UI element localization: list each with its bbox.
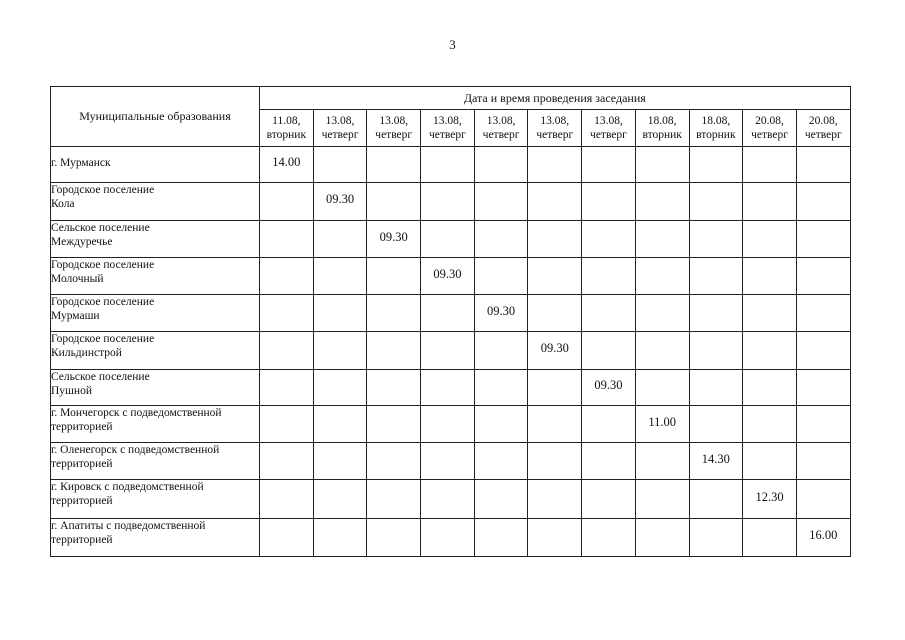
municipality-name (51, 370, 260, 406)
municipality-name-line1: г. Оленегорск с подведомственной (51, 444, 220, 456)
time-cell (260, 332, 314, 370)
time-cell (528, 519, 582, 557)
time-cell (582, 258, 636, 295)
municipality-name (51, 295, 260, 332)
time-cell (582, 406, 636, 443)
time-cell (367, 258, 421, 295)
time-cell (367, 221, 421, 258)
time-cell (260, 221, 314, 258)
time-cell (313, 480, 367, 519)
time-cell (474, 332, 528, 370)
time-cell (260, 370, 314, 406)
date-label: 20.08, (808, 115, 838, 127)
time-cell (528, 183, 582, 221)
weekday-label: четверг (321, 129, 359, 141)
date-header-cell (635, 110, 689, 147)
municipality-name-line1: Городское поселение (51, 296, 155, 308)
time-cell (260, 183, 314, 221)
time-cell (796, 370, 850, 406)
time-cell (689, 221, 743, 258)
municipality-name-line2: Кильдинстрой (51, 347, 122, 359)
time-cell (743, 406, 797, 443)
time-cell (421, 295, 475, 332)
municipality-name-line1: г. Мурманск (51, 157, 111, 169)
date-header-cell (582, 110, 636, 147)
table-row (51, 221, 851, 258)
time-cell (367, 370, 421, 406)
time-cell (796, 183, 850, 221)
time-cell (635, 147, 689, 183)
time-cell (528, 406, 582, 443)
time-cell (743, 480, 797, 519)
municipality-name-line1: г. Мончегорск с подведомственной (51, 407, 222, 419)
time-cell (367, 183, 421, 221)
time-cell (582, 443, 636, 480)
table-body (51, 147, 851, 557)
time-cell (528, 295, 582, 332)
table-row (51, 406, 851, 443)
time-cell (743, 221, 797, 258)
time-cell (689, 183, 743, 221)
time-cell (367, 406, 421, 443)
time-cell (474, 295, 528, 332)
meeting-time: 09.30 (487, 303, 516, 318)
date-label: 13.08, (486, 115, 516, 127)
date-header-cell (260, 110, 314, 147)
weekday-label: четверг (590, 129, 627, 141)
table-row (51, 183, 851, 221)
time-cell (421, 147, 475, 183)
time-cell (421, 519, 475, 557)
time-cell (528, 221, 582, 258)
table-row (51, 480, 851, 519)
table-row (51, 519, 851, 557)
time-cell (421, 332, 475, 370)
time-cell (528, 332, 582, 370)
municipality-name (51, 406, 260, 443)
time-cell (689, 370, 743, 406)
weekday-label: вторник (266, 129, 307, 141)
date-label: 18.08, (647, 115, 677, 127)
time-cell (796, 332, 850, 370)
date-header-cell (313, 110, 367, 147)
time-cell (689, 332, 743, 370)
time-cell (528, 480, 582, 519)
municipality-name-line2: Молочный (51, 273, 104, 285)
municipality-name (51, 147, 260, 183)
meeting-time: 09.30 (433, 266, 462, 281)
time-cell (743, 519, 797, 557)
time-cell (421, 480, 475, 519)
time-cell (367, 519, 421, 557)
municipality-name-line1: Городское поселение (51, 259, 155, 271)
weekday-label: четверг (804, 129, 842, 141)
time-cell (689, 480, 743, 519)
time-cell (689, 443, 743, 480)
time-cell (313, 370, 367, 406)
municipality-name (51, 443, 260, 480)
time-cell (474, 480, 528, 519)
time-cell (689, 147, 743, 183)
time-cell (313, 519, 367, 557)
time-cell (635, 295, 689, 332)
time-cell (367, 332, 421, 370)
time-cell (474, 406, 528, 443)
municipality-name (51, 332, 260, 370)
municipality-name-line2: Мурмаши (51, 310, 100, 322)
time-cell (796, 480, 850, 519)
date-label: 13.08, (379, 115, 409, 127)
date-label: 13.08, (325, 115, 355, 127)
time-cell (313, 183, 367, 221)
time-cell (635, 480, 689, 519)
time-cell (474, 519, 528, 557)
date-header-cell (743, 110, 797, 147)
time-cell (743, 295, 797, 332)
time-cell (421, 258, 475, 295)
date-label: 20.08, (755, 115, 784, 127)
time-cell (635, 370, 689, 406)
date-label: 13.08, (540, 115, 570, 127)
time-cell (635, 221, 689, 258)
table-row (51, 295, 851, 332)
time-cell (689, 295, 743, 332)
time-cell (743, 332, 797, 370)
meeting-time: 09.30 (540, 341, 569, 355)
date-header-cell (421, 110, 475, 147)
weekday-label: вторник (696, 129, 736, 141)
date-label: 13.08, (594, 115, 623, 127)
municipality-name (51, 258, 260, 295)
municipality-name-line2: Кола (51, 198, 75, 210)
time-cell (582, 147, 636, 183)
time-cell (796, 406, 850, 443)
time-cell (528, 147, 582, 183)
weekday-label: четверг (751, 129, 788, 141)
time-cell (260, 519, 314, 557)
date-label: 13.08, (433, 115, 462, 127)
meeting-time: 09.30 (325, 192, 355, 206)
time-cell (260, 406, 314, 443)
date-header-cell (796, 110, 850, 147)
date-label: 11.08, (272, 115, 301, 127)
time-cell (582, 332, 636, 370)
time-cell (743, 183, 797, 221)
time-cell (474, 221, 528, 258)
municipality-name-line2: Пушной (51, 385, 92, 397)
time-cell (421, 370, 475, 406)
time-cell (313, 295, 367, 332)
time-cell (313, 443, 367, 480)
time-cell (421, 443, 475, 480)
date-header-cell (474, 110, 528, 147)
municipality-name-line1: Городское поселение (51, 333, 155, 345)
time-cell (260, 443, 314, 480)
meeting-time: 16.00 (809, 528, 838, 542)
weekday-label: четверг (536, 129, 574, 141)
time-cell (796, 221, 850, 258)
time-cell (528, 258, 582, 295)
time-cell (260, 147, 314, 183)
time-cell (367, 147, 421, 183)
meeting-time: 09.30 (594, 378, 623, 392)
time-cell (635, 183, 689, 221)
time-cell (796, 443, 850, 480)
date-header-cell (528, 110, 582, 147)
time-cell (582, 295, 636, 332)
time-cell (689, 258, 743, 295)
time-cell (635, 332, 689, 370)
time-cell (689, 519, 743, 557)
municipality-name-line2: территорией (51, 421, 113, 433)
municipality-name-line2: территорией (51, 458, 113, 470)
time-cell (582, 370, 636, 406)
time-cell (796, 295, 850, 332)
meeting-time: 09.30 (379, 229, 408, 244)
time-cell (421, 406, 475, 443)
page-number: 3 (449, 37, 456, 52)
time-cell (582, 183, 636, 221)
time-cell (796, 147, 850, 183)
time-cell (474, 183, 528, 221)
date-header-cell (367, 110, 421, 147)
time-cell (474, 370, 528, 406)
time-cell (635, 258, 689, 295)
municipality-name (51, 183, 260, 221)
time-cell (528, 443, 582, 480)
municipality-name-line1: г. Кировск с подведомственной (51, 481, 204, 493)
time-cell (421, 221, 475, 258)
time-cell (367, 480, 421, 519)
time-cell (743, 443, 797, 480)
time-cell (743, 147, 797, 183)
time-cell (313, 147, 367, 183)
table-row (51, 443, 851, 480)
schedule-table (50, 86, 851, 557)
date-header-cell (689, 110, 743, 147)
table-row (51, 258, 851, 295)
weekday-label: четверг (375, 129, 413, 141)
time-cell (313, 258, 367, 295)
time-cell (313, 406, 367, 443)
meeting-time: 14.30 (701, 451, 730, 466)
time-cell (367, 443, 421, 480)
time-cell (474, 147, 528, 183)
header-municipal: Муниципальные образования (51, 87, 260, 147)
time-cell (528, 370, 582, 406)
weekday-label: четверг (482, 129, 520, 141)
table-row (51, 370, 851, 406)
time-cell (743, 370, 797, 406)
time-cell (689, 406, 743, 443)
time-cell (582, 480, 636, 519)
time-cell (582, 519, 636, 557)
time-cell (260, 295, 314, 332)
municipality-name-line1: г. Апатиты с подведомственной (51, 520, 206, 532)
time-cell (635, 406, 689, 443)
meeting-time: 12.30 (755, 489, 784, 504)
meeting-time: 14.00 (272, 155, 301, 169)
weekday-label: вторник (642, 129, 682, 141)
time-cell (635, 443, 689, 480)
time-cell (313, 332, 367, 370)
municipality-name (51, 221, 260, 258)
time-cell (474, 443, 528, 480)
time-cell (260, 480, 314, 519)
municipality-name-line2: территорией (51, 495, 113, 507)
date-label: 18.08, (701, 115, 731, 127)
municipality-name-line1: Городское поселение (51, 184, 155, 196)
municipality-name-line1: Сельское поселение (51, 371, 150, 383)
time-cell (260, 258, 314, 295)
weekday-label: четверг (428, 129, 466, 141)
table-row (51, 332, 851, 370)
municipality-name (51, 519, 260, 557)
time-cell (743, 258, 797, 295)
municipality-name-line2: Междуречье (51, 236, 113, 248)
table-row (51, 147, 851, 183)
time-cell (313, 221, 367, 258)
time-cell (367, 295, 421, 332)
municipality-name (51, 480, 260, 519)
time-cell (582, 221, 636, 258)
municipality-name-line1: Сельское поселение (51, 222, 150, 234)
time-cell (796, 519, 850, 557)
header-dates-group: Дата и время проведения заседания (260, 87, 851, 110)
municipality-name-line2: территорией (51, 534, 113, 546)
meeting-time: 11.00 (648, 414, 676, 429)
time-cell (796, 258, 850, 295)
time-cell (474, 258, 528, 295)
time-cell (421, 183, 475, 221)
time-cell (635, 519, 689, 557)
